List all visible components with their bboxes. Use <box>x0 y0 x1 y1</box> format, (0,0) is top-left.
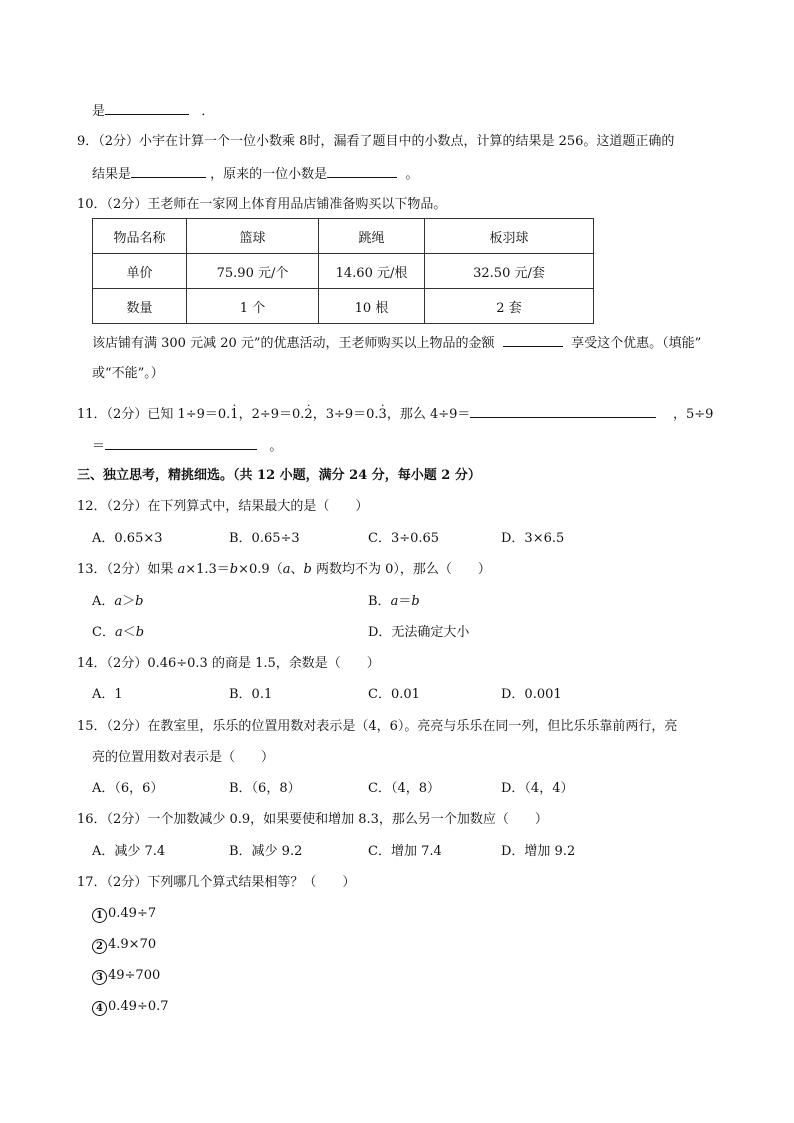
q16-option-d[interactable]: D．增加 9.2 <box>501 844 576 859</box>
q9-suffix: 。 <box>405 167 419 182</box>
q9-mid: ，原来的一位小数是 <box>210 167 328 182</box>
option-operator: ＞ <box>122 594 136 609</box>
circled-number-1: 1 <box>92 908 107 923</box>
q13-var-b: b <box>135 625 145 640</box>
q10-text-line2: 或“不能”。） <box>92 366 164 381</box>
q14-option-d[interactable]: D．0.001 <box>501 687 562 702</box>
q9-line2 <box>92 164 418 184</box>
q17-item <box>92 967 160 985</box>
q15-option-a[interactable]: A．（6，6） <box>92 781 164 796</box>
q11-mid2: ，3÷9＝0. <box>312 407 379 422</box>
circled-number-4: 4 <box>92 1001 107 1016</box>
q8-tail-line <box>92 101 214 121</box>
q13-var-b: b <box>135 594 144 609</box>
table-cell: 2 套 <box>425 289 594 324</box>
q11-line1 <box>77 404 713 424</box>
q12-option-a[interactable]: A．0.65×3 <box>92 531 163 546</box>
q10-text1-suffix: 享受这个优惠。（填能” <box>571 336 702 351</box>
q13-stem-part: 13．（2分）如果 <box>77 562 178 577</box>
q8-tail-suffix: ． <box>201 104 215 119</box>
q11-blank-5div9[interactable] <box>105 436 257 450</box>
q16-stem: 16．（2分）一个加数减少 0.9，如果要使和增加 8.3，那么另一个加数应（ ） <box>77 812 548 827</box>
table-cell: 14.60 元/根 <box>319 254 425 289</box>
q11-tail: ，5÷9 <box>672 407 714 422</box>
q17-expression: 49÷700 <box>108 968 161 983</box>
table-cell: 数量 <box>93 289 187 324</box>
q16-option-c[interactable]: C．增加 7.4 <box>368 844 442 859</box>
q8-tail-prefix: 是 <box>92 104 106 119</box>
table-row <box>93 219 594 254</box>
q17-item <box>92 936 156 954</box>
q17-expression: 0.49÷7 <box>108 906 157 921</box>
q13-option-b[interactable] <box>368 593 420 611</box>
q13-stem-part: 、 <box>290 562 304 577</box>
table-cell: 10 根 <box>319 289 425 324</box>
q15-line2: 亮的位置用数对表示是（ ） <box>92 750 275 765</box>
table-cell: 75.90 元/个 <box>187 254 319 289</box>
q11-line2-prefix: ＝ <box>92 439 106 454</box>
q11-mid3: ，那么 4÷9＝ <box>386 407 471 422</box>
q15-option-c[interactable]: C．（4，8） <box>368 781 440 796</box>
q11-line2-suffix: 。 <box>269 439 283 454</box>
section-title: 三、独立思考，精挑细选。（共 12 小题，满分 24 分，每小题 2 分） <box>77 468 481 483</box>
q11-repeating-digit-3: · 3 <box>379 406 387 424</box>
q13-stem-part: ×1.3＝ <box>185 562 230 577</box>
q10-answer-blank[interactable] <box>503 333 563 347</box>
q11-prefix: 11．（2分）已知 1÷9＝0. <box>77 407 231 422</box>
q11-line2 <box>92 436 282 456</box>
table-cell: 单价 <box>93 254 187 289</box>
q17-item <box>92 905 156 923</box>
table-row <box>93 289 594 324</box>
table-cell: 32.50 元/套 <box>425 254 594 289</box>
circled-number-2: 2 <box>92 939 107 954</box>
q16-option-a[interactable]: A．减少 7.4 <box>92 844 166 859</box>
q12-option-b[interactable]: B．0.65÷3 <box>229 531 300 546</box>
q12-stem: 12．（2分）在下列算式中，结果最大的是（ ） <box>77 499 369 514</box>
q14-stem: 14．（2分）0.46÷0.3 的商是 1.5，余数是（ ） <box>77 656 380 671</box>
q13-var-a: a <box>282 562 291 577</box>
table-row <box>93 254 594 289</box>
table-header-cell: 板羽球 <box>425 219 594 254</box>
q10-text1-prefix: 该店铺有满 300 元减 20 元”的优惠活动，王老师购买以上物品的金额 <box>92 336 495 351</box>
q15-option-d[interactable]: D．（4，4） <box>501 781 574 796</box>
q11-repeating-digit-1: · 1 <box>230 406 238 424</box>
q17-expression: 4.9×70 <box>108 937 157 952</box>
q13-stem <box>77 561 491 579</box>
q9-line1: 9．（2分）小宇在计算一个一位小数乘 8时，漏看了题目中的小数点，计算的结果是 256。这道题正确的 <box>77 134 675 149</box>
q13-var-a: a <box>114 594 123 609</box>
q9-prefix: 结果是 <box>92 167 132 182</box>
table-header-cell: 篮球 <box>187 219 319 254</box>
q17-expression: 0.49÷0.7 <box>108 999 169 1014</box>
q13-option-d[interactable]: D．无法确定大小 <box>368 625 470 640</box>
q12-option-d[interactable]: D．3×6.5 <box>501 531 565 546</box>
option-label: B． <box>368 594 391 609</box>
table-header-cell: 跳绳 <box>319 219 425 254</box>
q8-answer-blank[interactable] <box>105 101 189 115</box>
q9-blank-original-decimal[interactable] <box>327 164 397 178</box>
q10-stem: 10．（2分）王老师在一家网上体育用品店铺准备购买以下物品。 <box>77 197 447 212</box>
table-header-cell: 物品名称 <box>93 219 187 254</box>
q16-option-b[interactable]: B．减少 9.2 <box>229 844 303 859</box>
q13-option-c[interactable] <box>92 624 144 642</box>
q15-option-b[interactable]: B．（6，8） <box>229 781 301 796</box>
q15-line1: 15．（2分）在教室里，乐乐的位置用数对表示是（4，6）。亮亮与乐乐在同一列，但比乐乐靠前两行，亮 <box>77 719 678 734</box>
option-operator: ＜ <box>122 625 136 640</box>
q13-stem-part: ×0.9（ <box>238 562 283 577</box>
option-label: A． <box>92 594 115 609</box>
q13-var-a: a <box>114 625 123 640</box>
goods-table <box>92 218 594 324</box>
q14-option-b[interactable]: B．0.1 <box>229 687 273 702</box>
q13-var-a: a <box>390 594 399 609</box>
q13-option-a[interactable] <box>92 593 144 611</box>
q17-stem: 17．（2分）下列哪几个算式结果相等？（ ） <box>77 875 356 890</box>
q10-text-line1 <box>92 333 701 353</box>
option-label: C． <box>92 625 115 640</box>
option-operator: ＝ <box>398 594 412 609</box>
table-cell: 1 个 <box>187 289 319 324</box>
q12-option-c[interactable]: C．3÷0.65 <box>368 531 440 546</box>
q13-var-b: b <box>411 594 420 609</box>
q11-blank-4div9[interactable] <box>470 404 656 418</box>
q9-blank-correct-result[interactable] <box>131 164 206 178</box>
q13-var-b: b <box>303 562 312 577</box>
q17-item <box>92 998 169 1016</box>
q13-stem-part: 两数均不为 0），那么（ ） <box>311 562 491 577</box>
q14-option-a[interactable]: A．1 <box>92 687 123 702</box>
circled-number-3: 3 <box>92 970 107 985</box>
q14-option-c[interactable]: C．0.01 <box>368 687 420 702</box>
q13-var-b: b <box>229 562 239 577</box>
q13-var-a: a <box>177 562 186 577</box>
q11-repeating-digit-2: · 2 <box>304 406 312 424</box>
q11-mid1: ，2÷9＝0. <box>238 407 305 422</box>
